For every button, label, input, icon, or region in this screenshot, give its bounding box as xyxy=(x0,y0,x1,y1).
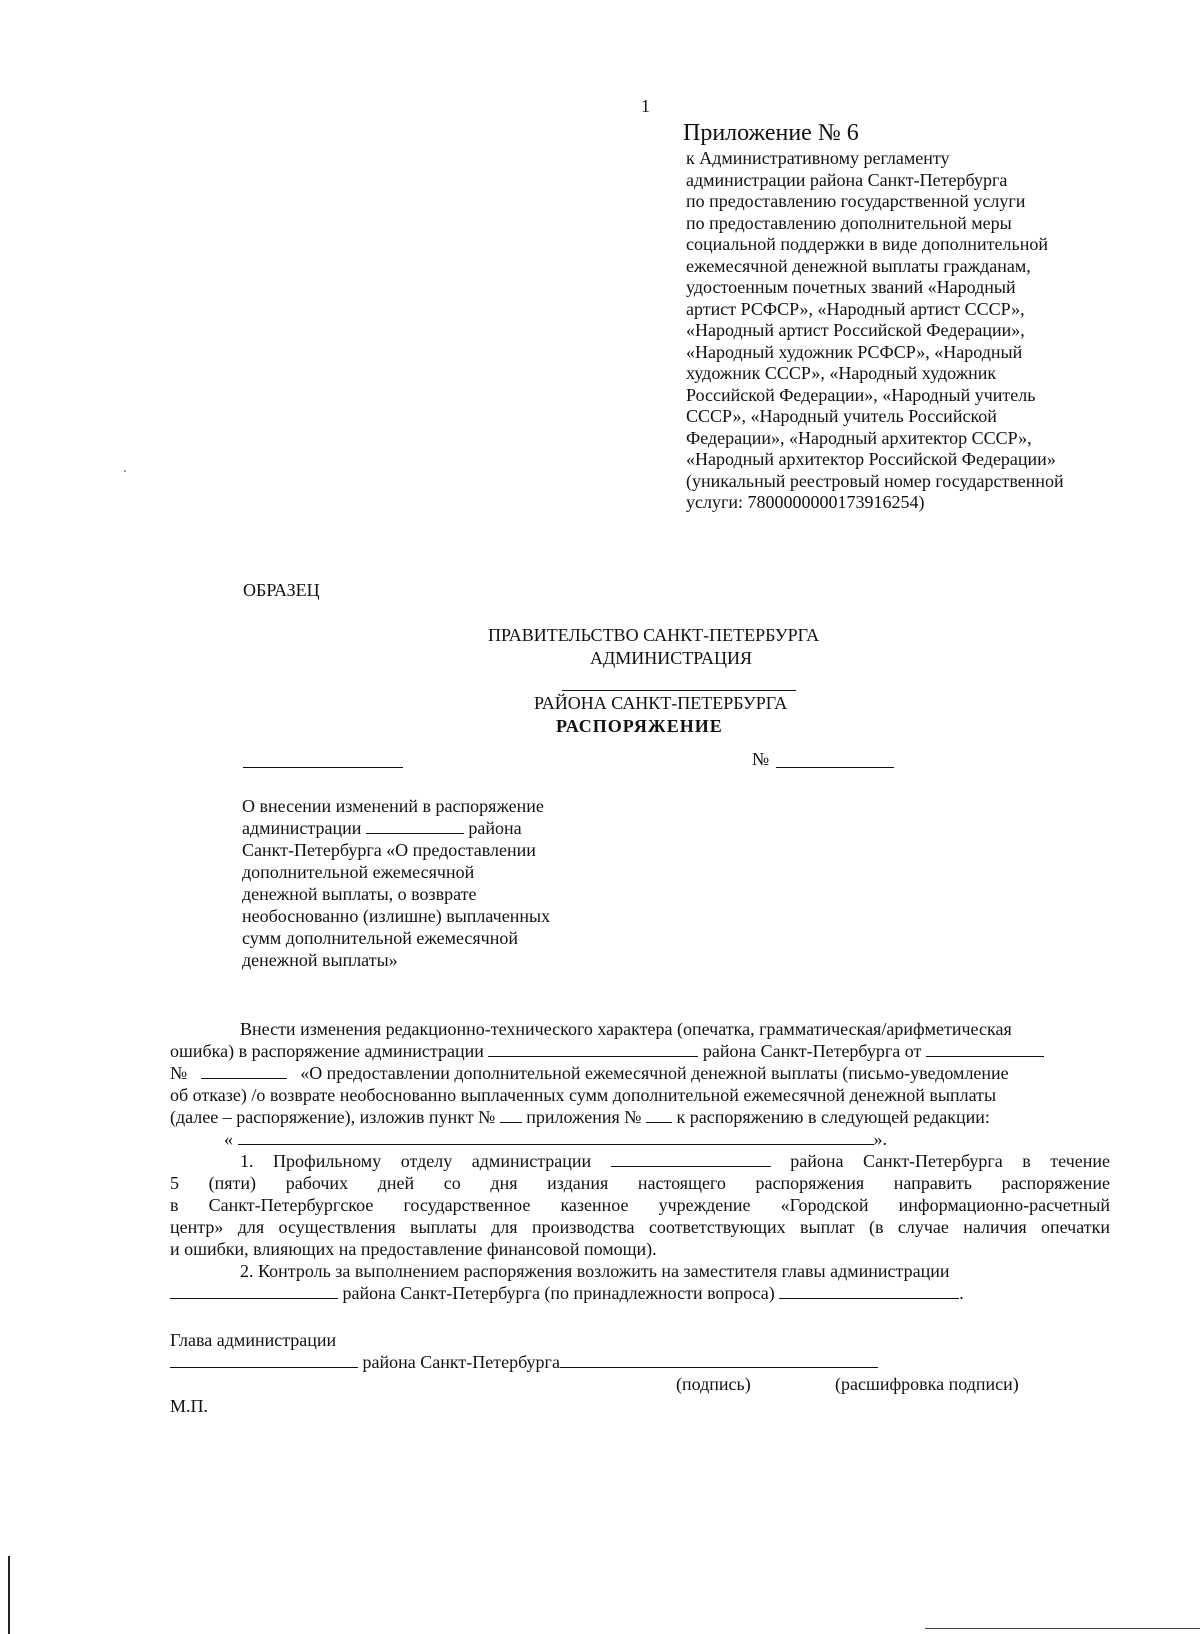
appendix-line: услуги: 7800000000173916254) xyxy=(686,492,925,512)
scan-edge-mark xyxy=(8,1556,10,1634)
body-line: об отказе) /о возврате необоснованно выплаченных сумм дополнительной ежемесячной денежной выплаты xyxy=(170,1085,997,1105)
appendix-line: артист РСФСР», «Народный артист СССР», xyxy=(686,298,1025,319)
body-line xyxy=(170,1106,1110,1128)
blank-line xyxy=(500,1108,522,1123)
blank-line xyxy=(170,1353,358,1368)
body-text: . xyxy=(959,1283,964,1303)
subject-line: О внесении изменений в распоряжение xyxy=(242,796,544,816)
appendix-line: художник СССР», «Народный художник xyxy=(686,363,997,383)
appendix-line: Федерации», «Народный архитектор СССР», xyxy=(686,427,1032,448)
appendix-line: удостоенным почетных званий «Народный xyxy=(686,277,1016,297)
blank-line xyxy=(646,1108,672,1123)
subject-text: района xyxy=(468,818,522,838)
number-blank-line xyxy=(776,767,894,768)
appendix-line: ежемесячной денежной выплаты гражданам, xyxy=(686,255,1031,276)
blank-line xyxy=(366,819,464,834)
order-subject xyxy=(242,795,602,971)
body-line xyxy=(170,1150,1110,1172)
body-line xyxy=(170,1128,1110,1150)
body-text: района Санкт-Петербурга от xyxy=(702,1041,922,1061)
appendix-line: «Народный архитектор Российской Федерации» xyxy=(686,449,1056,469)
body-text: к распоряжению в следующей редакции: xyxy=(676,1107,990,1127)
appendix-title: Приложение № 6 xyxy=(683,120,859,146)
order-body xyxy=(170,1018,1110,1304)
appendix-line: СССР», «Народный учитель Российской xyxy=(686,406,997,426)
appendix-line: администрации района Санкт-Петербурга xyxy=(686,169,1008,190)
body-text: приложения № xyxy=(526,1107,642,1127)
body-text: района Санкт-Петербурга (по принадлежности вопроса) xyxy=(342,1283,775,1303)
blank-line xyxy=(488,1042,698,1057)
subject-text: администрации xyxy=(242,818,362,838)
signature-blank-line xyxy=(560,1353,878,1368)
subject-line: дополнительной ежемесячной xyxy=(242,862,475,882)
signature-district-label: района Санкт-Петербурга xyxy=(362,1352,560,1372)
body-line: 5 (пяти) рабочих дней со дня издания настоящего распоряжения направить распоряжение xyxy=(170,1173,1110,1193)
signature-row xyxy=(170,1352,878,1373)
scan-edge-line xyxy=(925,1628,1200,1629)
body-text: 1. Профильному отделу администрации xyxy=(240,1151,592,1171)
page-number: 1 xyxy=(641,96,650,116)
body-text: ». xyxy=(873,1129,887,1149)
subject-line: сумм дополнительной ежемесячной xyxy=(242,928,519,948)
government-title: ПРАВИТЕЛЬСТВО САНКТ-ПЕТЕРБУРГА xyxy=(488,625,820,645)
body-text: ошибка) в распоряжение администрации xyxy=(170,1041,484,1061)
body-line: Внести изменения редакционно-технического характера (опечатка, грамматическая/арифметическая xyxy=(240,1019,1012,1039)
body-text: № xyxy=(170,1063,188,1083)
blank-line xyxy=(779,1284,959,1299)
number-sign: № xyxy=(752,749,770,769)
body-line xyxy=(170,1282,1110,1304)
body-line: и ошибки, влияющих на предоставление финансовой помощи). xyxy=(170,1239,657,1259)
head-of-administration-label: Глава администрации xyxy=(170,1330,337,1350)
sample-label: ОБРАЗЕЦ xyxy=(243,580,320,600)
appendix-line: к Административному регламенту xyxy=(686,148,950,168)
order-title: РАСПОРЯЖЕНИЕ xyxy=(556,716,723,736)
subject-line: Санкт-Петербурга «О предоставлении xyxy=(242,840,536,860)
administration-title: АДМИНИСТРАЦИЯ xyxy=(590,648,752,668)
appendix-line: «Народный художник РСФСР», «Народный xyxy=(686,341,1023,362)
appendix-line: по предоставлению дополнительной меры xyxy=(686,212,1012,233)
appendix-line: Российской Федерации», «Народный учитель xyxy=(686,384,1036,405)
appendix-line: социальной поддержки в виде дополнительной xyxy=(686,234,1048,254)
subject-line xyxy=(242,817,602,839)
body-text: «О предоставлении дополнительной ежемесячной денежной выплаты (письмо-уведомление xyxy=(300,1063,1009,1083)
body-text: района Санкт-Петербурга в течение xyxy=(790,1151,1111,1171)
body-line: 2. Контроль за выполнением распоряжения возложить на заместителя главы администрации xyxy=(240,1261,950,1281)
district-title: РАЙОНА САНКТ-ПЕТЕРБУРГА xyxy=(534,693,788,713)
date-blank-line xyxy=(243,767,403,768)
signature-decoding-caption: (расшифровка подписи) xyxy=(835,1374,1019,1394)
blank-line xyxy=(238,1130,874,1145)
subject-line: денежной выплаты, о возврате xyxy=(242,884,477,904)
appendix-description xyxy=(686,148,1156,514)
blank-line xyxy=(201,1064,287,1079)
body-text: « xyxy=(224,1129,233,1149)
blank-line xyxy=(170,1284,338,1299)
body-line xyxy=(170,1062,1110,1084)
district-blank-line xyxy=(562,690,796,691)
blank-line xyxy=(611,1152,771,1167)
scan-speck xyxy=(124,470,126,472)
subject-line: необоснованно (излишне) выплаченных xyxy=(242,906,551,926)
body-text: (далее – распоряжение), изложив пункт № xyxy=(170,1107,496,1127)
stamp-label: М.П. xyxy=(170,1396,209,1416)
subject-line: денежной выплаты» xyxy=(242,950,398,970)
blank-line xyxy=(926,1042,1044,1057)
body-line: центр» для осуществления выплаты для производства соответствующих выплат (в случае наличия опечатки xyxy=(170,1217,1110,1237)
body-line xyxy=(170,1040,1110,1062)
appendix-line: «Народный артист Российской Федерации», xyxy=(686,320,1025,340)
appendix-line: по предоставлению государственной услуги xyxy=(686,191,1026,211)
signature-caption: (подпись) xyxy=(676,1374,751,1394)
body-line: в Санкт-Петербургское государственное казенное учреждение «Городской информационно-расчетный xyxy=(170,1195,1110,1215)
appendix-line: (уникальный реестровый номер государственной xyxy=(686,470,1064,491)
